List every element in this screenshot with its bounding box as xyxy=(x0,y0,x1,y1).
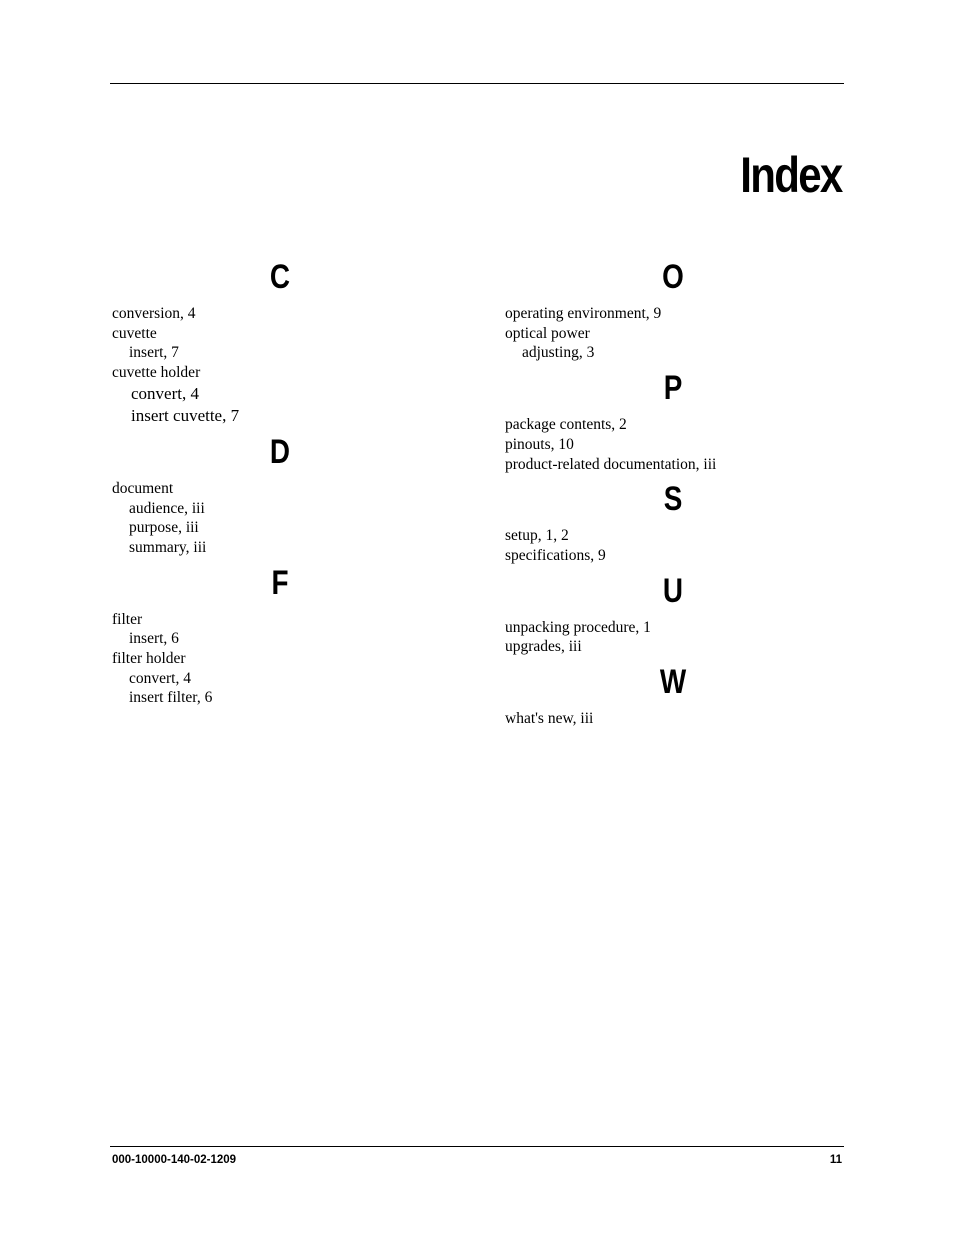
index-section-letter: D xyxy=(269,432,291,471)
index-subentry: insert cuvette, 7 xyxy=(131,405,240,425)
index-subentry: insert, 6 xyxy=(129,630,179,648)
page-title: Index xyxy=(740,147,842,203)
footer-rule xyxy=(110,1146,844,1147)
index-entry: upgrades, iii xyxy=(505,638,582,656)
index-subentry: convert, 4 xyxy=(131,383,199,403)
index-section-letter: P xyxy=(663,369,683,408)
index-entry: document xyxy=(112,479,174,497)
index-entry: package contents, 2 xyxy=(505,416,627,434)
index-entry: product-related documentation, iii xyxy=(505,455,717,473)
index-section xyxy=(505,474,841,565)
header-rule xyxy=(110,83,844,84)
index-column-left xyxy=(112,252,448,708)
index-entry: cuvette holder xyxy=(112,364,201,382)
index-entry: operating environment, 9 xyxy=(505,305,662,322)
index-entry: optical power xyxy=(505,324,590,342)
index-entry: pinouts, 10 xyxy=(505,435,574,453)
index-entry: what's new, iii xyxy=(505,710,594,728)
index-section xyxy=(505,252,841,363)
index-column-right xyxy=(505,252,841,729)
index-section xyxy=(505,657,841,729)
footer-page-number: 11 xyxy=(829,1154,842,1166)
index-subentry: summary, iii xyxy=(129,538,207,556)
index-section-letter: F xyxy=(271,563,289,602)
index-subentry: purpose, iii xyxy=(129,519,199,537)
index-entry: conversion, 4 xyxy=(112,305,196,322)
index-entry: setup, 1, 2 xyxy=(505,527,569,545)
index-subentry: insert filter, 6 xyxy=(129,689,213,707)
index-entry: specifications, 9 xyxy=(505,546,606,564)
index-subentry: adjusting, 3 xyxy=(522,344,595,362)
index-entry: filter holder xyxy=(112,650,186,668)
index-entry: unpacking procedure, 1 xyxy=(505,618,651,636)
index-section xyxy=(112,558,448,709)
index-subentry: convert, 4 xyxy=(129,669,191,687)
index-section-letter: W xyxy=(659,663,687,702)
index-subentry: insert, 7 xyxy=(129,344,179,362)
index-subentry: audience, iii xyxy=(129,499,205,517)
index-section xyxy=(505,363,841,474)
index-section xyxy=(112,427,448,558)
footer-document-number: 000-10000-140-02-1209 xyxy=(112,1154,237,1166)
index-entry: filter xyxy=(112,610,143,628)
index-entry: cuvette xyxy=(112,324,157,342)
index-section-letter: O xyxy=(662,258,684,296)
index-section-letter: C xyxy=(269,258,291,296)
index-section xyxy=(505,566,841,657)
index-section-letter: S xyxy=(663,480,683,519)
index-section-letter: U xyxy=(662,571,684,610)
index-section xyxy=(112,252,448,427)
